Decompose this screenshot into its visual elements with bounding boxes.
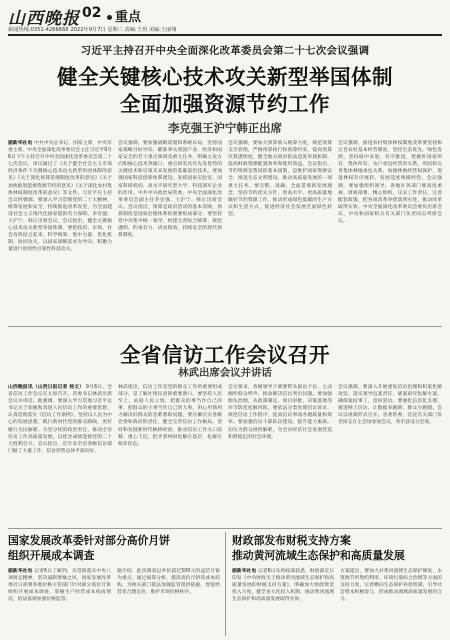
bottom-left-title-line2: 组织开展成本调查 bbox=[8, 549, 95, 562]
conference-title: 全省信访工作会议召开 bbox=[120, 343, 330, 367]
lead-title-line2: 全面加强资源节约工作 bbox=[120, 92, 330, 116]
lead-text-1: 中共中央总书记、国家主席、中央军委主席、中央全面深化改革委员会主任习近平9月6日下午主持召开中央全面深化改革委员会第二十七次会议，审议通过了《关于健全社会主义市场经济条件下关键核心技术攻关新型举国体制的意见》《关于深化预算管理制度改革的意见》《关于加快推进能源资源节约的意见》《关于深化农村集体林权制度改革的意见》等文件。习近平在主持会议时强调，要深入学习贯彻党的二十大精神，统筹发展和安全，持续推进改革攻坚，为全面建设社会主义现代化国家提供有力保障。李克强、王沪宁、韩正出席会议。会议指出，健全关键核心技术攻关新型举国体制，要把政府、市场、社会有机结合起来，科学统筹、集中力量、优化机制、协同攻关，以国家战略需求为导向，积聚力量进行原创性引领性科技攻关。 bbox=[8, 141, 112, 253]
bottom-right-title-line1: 财政部发布财税支持方案 bbox=[232, 534, 351, 547]
bottom-right-column-1 bbox=[232, 568, 334, 636]
bottom-right-byline: 据新华社电 bbox=[232, 569, 257, 574]
bottom-left-column-1 bbox=[8, 568, 111, 636]
bottom-left-text-1: 记者6日了解到，为贯彻落实中央八项规定精神，坚决遏制奢靡之风，国家发展改革委近日部署各地价格主管部门针对部分高价月饼组织开展成本调查，掌握生产经营成本构成情况，依法依规加强价格监管。 bbox=[8, 569, 111, 603]
lead-kicker: 习近平主持召开中央全面深化改革委员会第二十七次会议强调 bbox=[80, 45, 370, 57]
conference-column-4: 会议强调，要深入开展重复信访治理和积案化解攻坚，落实领导包案责任，逐案研究化解方案，确保案结事了、息诉罢访。要强化信息化支撑，推进网上信访，让数据多跑路、群众少跑腿。会议以视频形式召开。省委常委、省直有关部门负责同志在主会场参加会议，各市县设分会场。 bbox=[338, 385, 442, 426]
masthead-meta: 新闻热线:0351-4286666 2022年9月7日 星期三 责编:王玥 美编:王丽翔 bbox=[8, 27, 177, 33]
bottom-column-rule bbox=[225, 532, 226, 636]
bottom-left-title-line1: 国家发展改革委针对部分高价月饼 bbox=[8, 534, 170, 547]
bottom-right-column-2: 方案提出，要加大对黄河流域生态保护修复、水资源节约集约利用、环境污染综合治理等方面的支持力度，完善横向生态保护补偿机制，引导社会资本积极参与，形成推动流域高质量发展的合力。 bbox=[340, 569, 442, 603]
conference-body bbox=[8, 384, 442, 520]
page-number: 02 bbox=[82, 5, 102, 21]
section-divider bbox=[8, 326, 442, 327]
lead-byline: 据新华社电 bbox=[8, 141, 33, 146]
conference-text-1: 9月6日，全省信访工作会议在太原召开。省委书记林武出席会议并讲话。他强调，要深入学习贯彻习近平总书记关于加强和改进人民信访工作的重要思想，认真贯彻落实《信访工作条例》，坚持以人民为中心的发展思想，践行新时代党的群众路线，更好履行为民解难、为党分忧的政治责任，推动全省信访工作高质量发展，以优异成绩迎接党的二十大胜利召开。会议指出，近年来全省各级信访部门做了大量工作，信访形势总体平稳向好。 bbox=[8, 385, 112, 454]
lead-column-2: 会议强调，要加强战略谋划和系统布局，坚持国家战略目标导向，瞄准事关我国产业、经济和国家安全的若干重点领域及重大任务，明确主攻方向和核心技术突破口，重点研发具有先发优势的关键技术和引领未来发展的基础前沿技术。要加强国家科技创新体系建设，发挥国家实验室、国家科研机构、高水平研究型大学、科技领军企业的作用。中共中央政治局常委，中央全面深化改革委员会副主任李克强、王沪宁、韩正出席会议。会议指出，预算是政府活动的基本反映，预算制度是国家治理体系的重要组成部分，要坚持党中央集中统一领导，构建完善综合统筹、规范透明、约束有力、讲求绩效、持续安全的现代预算制度。 bbox=[118, 141, 222, 239]
conference-column-3: 会议要求，各级领导干部要带头接访下访，主动倾听群众呼声，推动解决信访突出问题。要加强源头治理，从政策制定、项目审批、决策落地等环节防范化解风险。要依法分类处理信访诉求，规范信访工作程序，提高信访事项办理质量和效率。要加强信访干部队伍建设，提升能力素质，切实为群众排忧解难，为全省经济社会发展营造和谐稳定的社会环境。 bbox=[228, 385, 332, 440]
bottom-left-body bbox=[8, 568, 220, 636]
lead-title-line1: 健全关键核心技术攻关新型举国体制 bbox=[57, 65, 393, 89]
conference-column-2: 林武指出，信访工作是党的群众工作的重要组成部分，是了解社情民意的重要窗口。要坚持人民至上，站稳人民立场，把群众的事当作自己的事，把群众的小事当作自己的大事，用心用情用力解决好群众的急难愁盼问题。要压紧压实各级党委和政府的责任，健全完善信访工作格局，坚持和发展新时代枫桥经验，推动信访工作关口前移、重心下沉，把矛盾纠纷化解在基层、化解在萌芽状态。 bbox=[118, 385, 222, 447]
newspaper-logo: 山西晚报 bbox=[8, 9, 80, 29]
bottom-left-byline: 据新华社电 bbox=[8, 569, 33, 574]
bottom-divider bbox=[8, 528, 442, 529]
bottom-right-text-1: 记者6日从财政部获悉，财政部近日印发《中央财政关于推动黄河流域生态保护和高质量发展的财税支持方案》，明确加大财政资金投入力度，健全多元化投入机制，推动黄河流域生态保护和高质量发展取得实效。 bbox=[232, 569, 334, 603]
conference-column-1 bbox=[8, 384, 112, 520]
section-name: 重点 bbox=[107, 6, 141, 25]
lead-column-3: 会议强调，要加大预算收入统筹力度，规范预算支出管理，严格预算执行和预算约束，提高预算决算透明度，健全地方政府依法适度举债机制，提高财政资源配置效率和使用效益。会议指出，节约资源是我国的基本国策，是维护国家资源安全、推进生态文明建设、推动高质量发展的一项重大任务。要完整、准确、全面贯彻新发展理念，坚持节约优先方针，更高水平、更高质量地做好节约资源工作，推动形成绿色低碳的生产方式和生活方式，促进经济社会发展全面绿色转型。 bbox=[228, 141, 332, 217]
lead-column-4: 会议强调，推进农村集体林权制度改革要坚持和完善农村基本经营制度，坚持生态优先、绿色发展，坚持稳中求进、有序推进，把握好国家所有、集体所有、农户承包经营的关系，巩固和完善集体林地承包关系，加强林地经营权保护，促进林权有序流转，发展适度规模经营。会议强调，要加强组织领导，各地区各部门要高度重视、周密部署、精心组织，压实工作责任，完善配套政策，把各项改革举措落到实处，推动改革取得实效。中央全面深化改革委员会委员出席会议，中央和国家机关有关部门负责同志列席会议。 bbox=[338, 141, 442, 225]
conference-subtitle: 林武出席会议并讲话 bbox=[178, 367, 272, 379]
bottom-left-column-2: 据介绍，此次调查以单价超过500元的盒装月饼为重点，通过核算分析，摸清高价月饼的成本结构，为相关部门依法加强监管提供依据，督促经营者合理定价，维护市场价格秩序。 bbox=[117, 569, 220, 596]
lead-subtitle: 李克强王沪宁韩正出席 bbox=[168, 121, 282, 135]
masthead bbox=[8, 4, 442, 34]
masthead-rule bbox=[8, 34, 442, 36]
lead-body bbox=[8, 140, 442, 318]
lead-column-1 bbox=[8, 140, 112, 318]
bottom-right-title-line2: 推动黄河流域生态保护和高质量发展 bbox=[232, 549, 405, 562]
bottom-right-body bbox=[232, 568, 442, 636]
conference-byline: 山西晚报讯（山西日报记者 杨文） bbox=[8, 385, 85, 390]
